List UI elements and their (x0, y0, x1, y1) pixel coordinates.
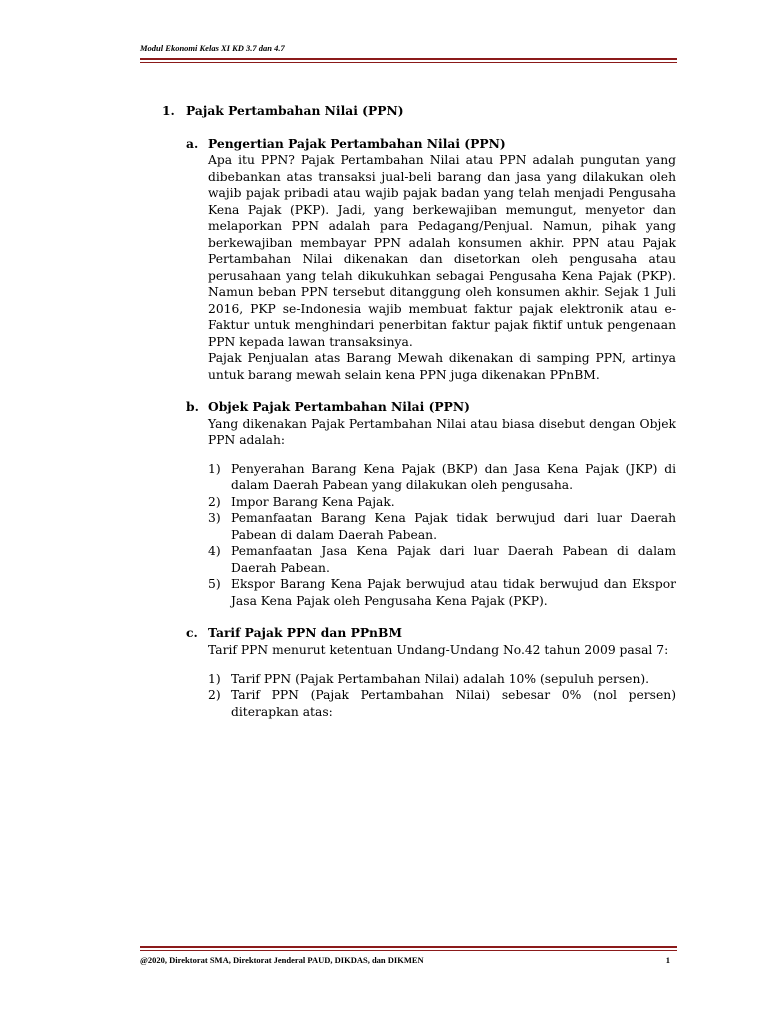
header-rule (140, 58, 677, 60)
list-text: Tarif PPN (Pajak Pertambahan Nilai) adalah 10% (sepuluh persen). (231, 671, 650, 686)
page-header: Modul Ekonomi Kelas XI KD 3.7 dan 4.7 (140, 43, 285, 53)
document-body (162, 103, 676, 732)
section-c-list (208, 671, 676, 721)
paragraph: Pajak Penjualan atas Barang Mewah dikenakan di samping PPN, artinya untuk barang mewah selain kena PPN juga dikenakan PPnBM. (208, 351, 676, 382)
list-text: Tarif PPN (Pajak Pertambahan Nilai) sebesar 0% (nol persen) diterapkan atas: (231, 688, 676, 719)
list-item (208, 494, 676, 511)
list-number: 2) (208, 688, 221, 703)
section-b-list (208, 461, 676, 610)
list-number: 2) (208, 494, 221, 509)
section-b (186, 399, 676, 609)
list-item (208, 510, 676, 543)
list-item (208, 543, 676, 576)
header-rule-thin (140, 62, 677, 63)
footer-rule-thin (140, 950, 677, 951)
section-title-text: Objek Pajak Pertambahan Nilai (PPN) (208, 399, 470, 414)
paragraph: Yang dikenakan Pajak Pertambahan Nilai atau biasa disebut dengan Objek PPN adalah: (208, 416, 676, 447)
paragraph: Tarif PPN menurut ketentuan Undang-Undang No.42 tahun 2009 pasal 7: (208, 642, 669, 657)
list-text: Pemanfaatan Barang Kena Pajak tidak berwujud dari luar Daerah Pabean di dalam Daerah Pabean. (231, 511, 676, 542)
section-title-text: Pengertian Pajak Pertambahan Nilai (PPN) (208, 135, 506, 151)
heading-title: Pajak Pertambahan Nilai (PPN) (186, 103, 404, 118)
footer-rule (140, 946, 677, 948)
list-text: Penyerahan Barang Kena Pajak (BKP) dan Jasa Kena Pajak (JKP) di dalam Daerah Pabean yang dilakukan oleh pengusaha. (231, 461, 676, 493)
list-text: Ekspor Barang Kena Pajak berwujud atau tidak berwujud dan Ekspor Jasa Kena Pajak oleh Pengusaha Kena Pajak (PKP). (231, 577, 676, 608)
footer-text: @2020, Direktorat SMA, Direktorat Jenderal PAUD, DIKDAS, dan DIKMEN (140, 955, 424, 965)
section-b-intro (208, 416, 676, 449)
list-item (208, 576, 676, 609)
section-c-intro (208, 642, 676, 659)
list-number: 1) (208, 671, 221, 686)
list-number: 3) (208, 511, 221, 526)
section-letter: a. (186, 135, 199, 151)
list-item (208, 687, 676, 720)
list-text: Impor Barang Kena Pajak. (231, 494, 395, 509)
main-heading (162, 103, 676, 120)
section-letter: c. (186, 625, 198, 641)
list-number: 5) (208, 577, 221, 592)
section-c-title (186, 625, 676, 642)
list-text: Pemanfaatan Jasa Kena Pajak dari luar Daerah Pabean di dalam Daerah Pabean. (231, 544, 676, 575)
heading-number: 1. (162, 103, 175, 118)
section-a-body (208, 152, 676, 383)
list-number: 4) (208, 544, 221, 559)
list-item (208, 671, 676, 688)
list-number: 1) (208, 461, 221, 476)
page-footer (140, 955, 676, 965)
section-a (186, 136, 676, 384)
list-item (208, 461, 676, 494)
section-title-text: Tarif Pajak PPN dan PPnBM (208, 625, 403, 641)
paragraph: Apa itu PPN? Pajak Pertambahan Nilai atau PPN adalah pungutan yang dibebankan atas transaksi jual-beli barang dan jasa yang dilakukan oleh wajib pajak pribadi atau wajib pajak badan yang telah menjadi Pengusaha Kena Pajak (PKP). Jadi, yang berkewajiban memungut, menyetor dan melaporkan PPN adalah para Pedagang/Penjual. Namun, pihak yang berkewajiban membayar PPN adalah konsumen akhir. PPN atau Pajak Pertambahan Nilai dikenakan dan disetorkan oleh pengusaha atau perusahaan yang telah dikukuhkan sebagai Pengusaha Kena Pajak (PKP). Namun beban PPN tersebut ditanggung oleh konsumen akhir. Sejak 1 Juli 2016, PKP se-Indonesia wajib membuat faktur pajak elektronik atau e-Faktur untuk menghindari penerbitan faktur pajak fiktif untuk pengenaan PPN kepada lawan transaksinya. (208, 153, 676, 349)
section-a-title (186, 136, 676, 153)
section-c (186, 625, 676, 720)
section-b-title (186, 399, 676, 416)
section-letter: b. (186, 399, 199, 414)
page-number: 1 (665, 955, 670, 965)
